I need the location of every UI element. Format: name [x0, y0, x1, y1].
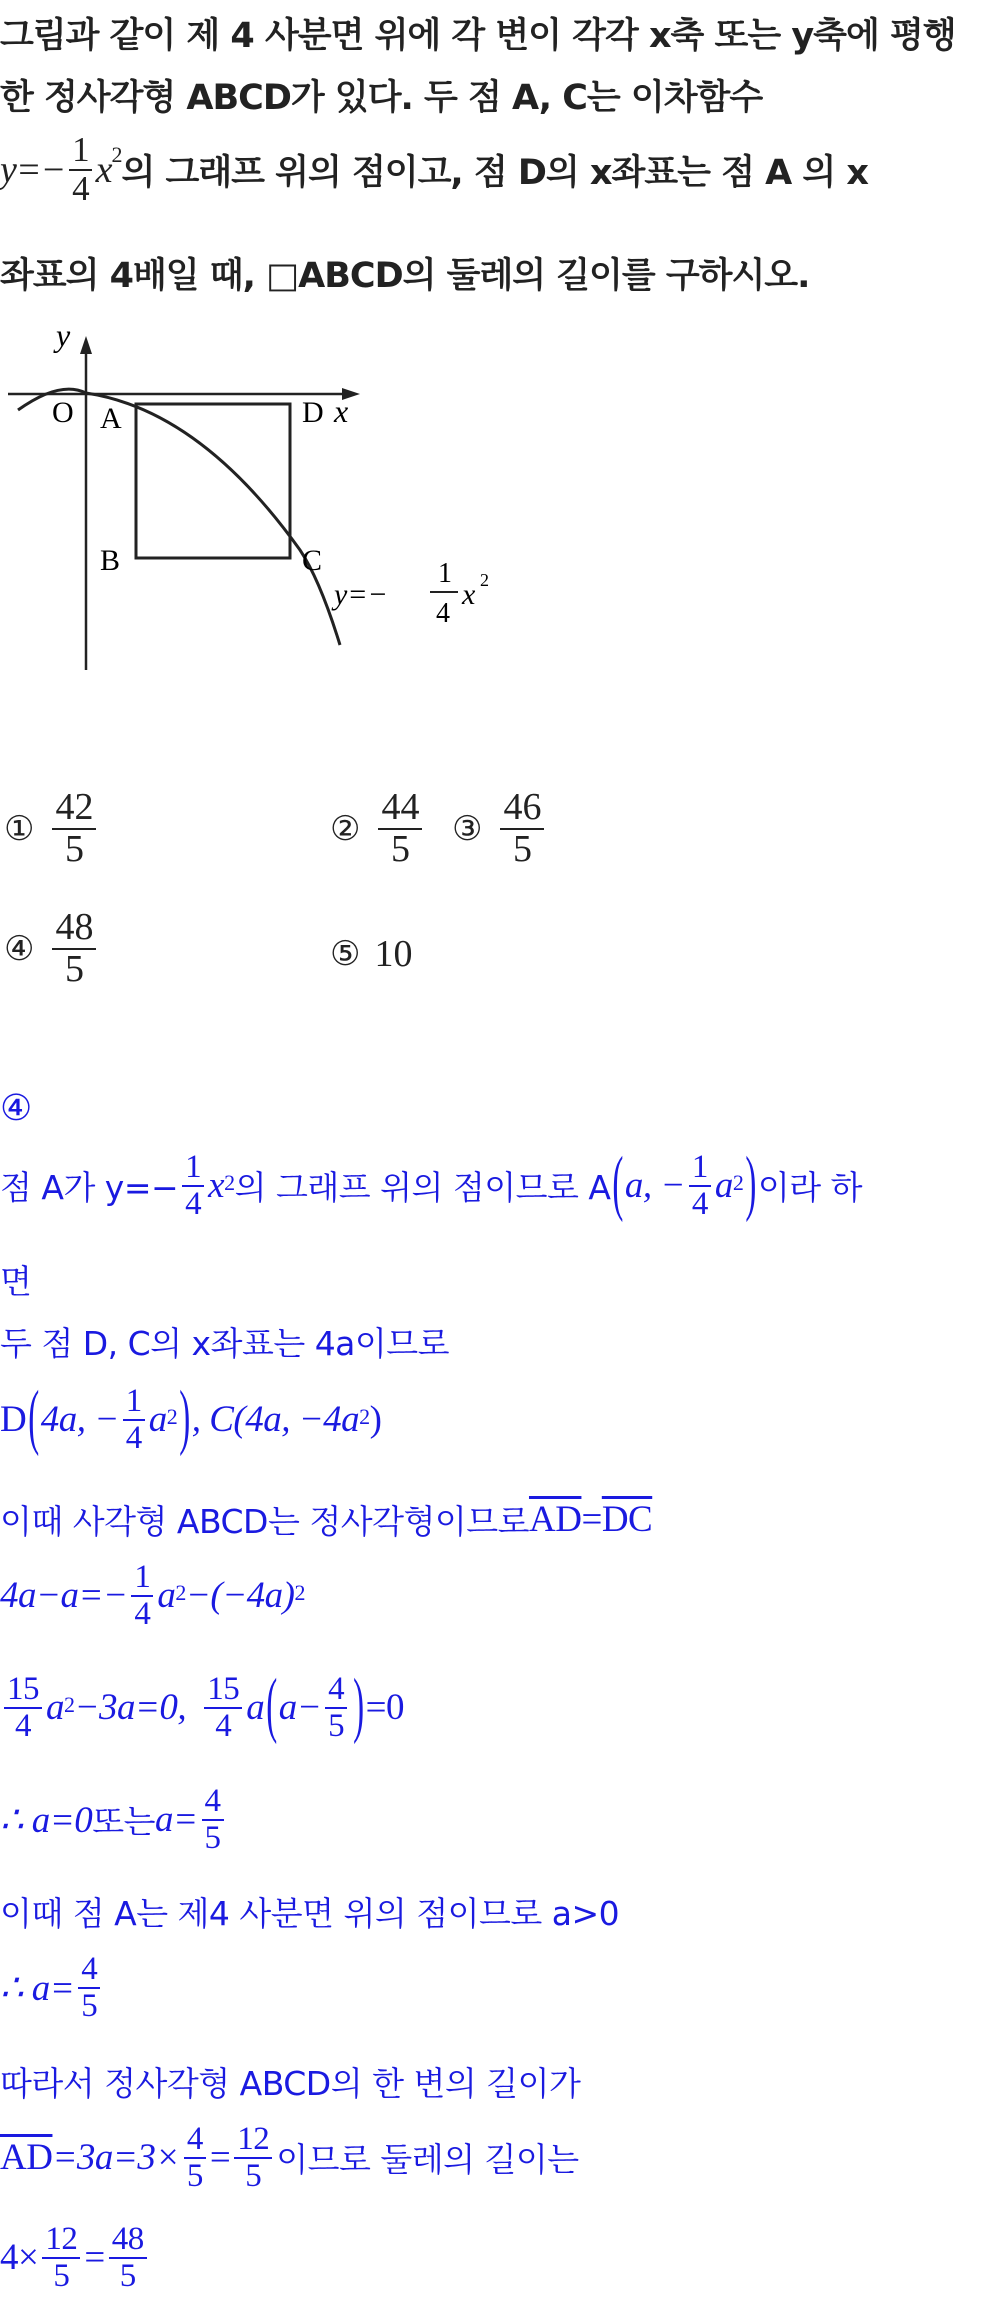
label-x: x: [334, 393, 349, 429]
label-B: B: [100, 544, 121, 577]
problem-line-1: 그림과 같이 제 4 사분면 위에 각 변이 각각 x축 또는 y축에 평행: [0, 16, 956, 56]
label-C: C: [302, 544, 323, 577]
figure-graph: [0, 310, 993, 730]
answer-mark: ④: [0, 1088, 32, 1129]
solution-line-2: 두 점 D, C의 x좌표는 4a이므로: [0, 1324, 450, 1363]
choice-5[interactable]: ⑤ 10: [330, 933, 413, 975]
solution-line-8: 이때 점 A는 제4 사분면 위의 점이므로 a>0: [0, 1894, 620, 1933]
solution-line-4: 이때 사각형 ABCD는 정사각형이므로 $\overline{AD}$ = $\overline{DC}$: [0, 1499, 653, 1541]
solution-line-7: ∴ a=0 또는 a= $\frac{4}{5}$: [0, 1784, 993, 1855]
solution-line-1-wrap: 면: [0, 1262, 32, 1301]
solution-line-5: 4a−a=− $\frac{1}{4}$ a 2 −(−4a) 2: [0, 1559, 305, 1632]
solution-line-3: D ( 4a, − $\frac{1}{4}$ a 2 ) , C(4a, −4a 2 ): [0, 1378, 382, 1459]
fraction-quarter: $\frac{1}{4}$: [69, 132, 92, 208]
choice-4[interactable]: ④ $\frac{48}{5}$: [4, 908, 100, 990]
solution-line-10: 따라서 정사각형 ABCD의 한 변의 길이가: [0, 2064, 581, 2103]
curve-eq-den: 4: [436, 598, 450, 629]
var-x: x: [95, 148, 112, 191]
problem-line-3-text: 의 그래프 위의 점이고, 점 D의 x좌표는 점 A 의 x: [121, 152, 868, 193]
solution-line-6: $\frac{15}{4}$ a 2 −3a=0, $\frac{15}{4}$ a ( a− $\frac{4}{5}$ ) =0: [0, 1672, 993, 1743]
label-O: O: [52, 396, 74, 429]
choice-3[interactable]: ③ $\frac{46}{5}$: [452, 788, 548, 870]
curve-eq-x: x: [462, 578, 476, 611]
square-ABCD: [136, 404, 290, 558]
problem-line-4: 좌표의 4배일 때, □ABCD의 둘레의 길이를 구하시오.: [0, 256, 810, 296]
curve-eq-num: 1: [438, 558, 452, 589]
label-A: A: [100, 402, 122, 435]
choice-2[interactable]: ② $\frac{44}{5}$: [330, 788, 426, 870]
eq-lhs: y=−: [0, 148, 66, 191]
solution-line-11: $\overline{AD}$ =3a=3× $\frac{4}{5}$ = $\frac{12}{5}$ 이므로 둘레의 길이는: [0, 2121, 579, 2194]
solution-line-1: 점 A가 y=− $\frac{1}{4}$ x 2 의 그래프 위의 점이므로 A ( a, − $\frac{1}{4}$ a 2 ) 이라 하: [0, 1144, 862, 1225]
label-D: D: [302, 396, 324, 429]
curve-eq-lhs: y=−: [334, 578, 388, 611]
label-y: y: [56, 317, 71, 353]
solution-line-9: ∴ a= $\frac{4}{5}$: [0, 1952, 993, 2023]
curve-eq-sup: 2: [480, 570, 489, 590]
choice-1[interactable]: ① $\frac{42}{5}$: [4, 788, 100, 870]
problem-line-3: y=− $\frac{1}{4}$ x $^2$ 의 그래프 위의 점이고, 점 D의 x좌표는 점 A 의 x: [0, 130, 868, 208]
solution-line-12: 4× $\frac{12}{5}$ = $\frac{48}{5}$: [0, 2222, 993, 2293]
problem-line-2: 한 정사각형 ABCD가 있다. 두 점 A, C는 이차함수: [0, 78, 763, 118]
